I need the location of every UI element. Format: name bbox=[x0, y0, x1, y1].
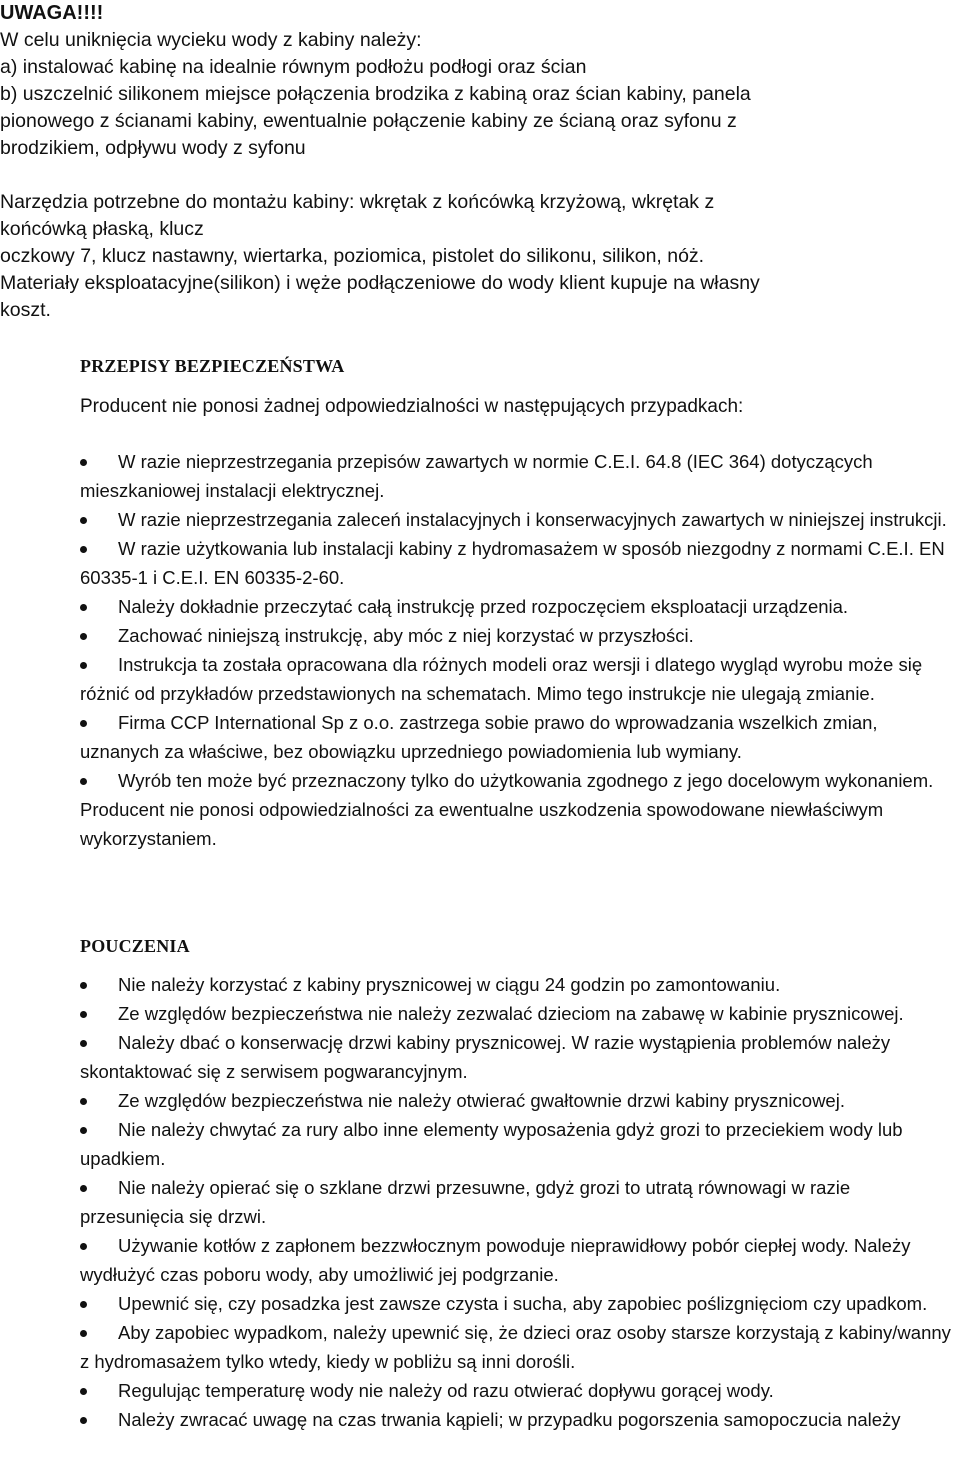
warning-line: b) uszczelnić silikonem miejsce połączenia brodzika z kabiną oraz ścian kabiny, panela bbox=[0, 83, 751, 105]
bullet-icon bbox=[80, 1127, 87, 1134]
bullet-icon bbox=[80, 459, 87, 466]
tools-line: Materiały eksploatacyjne(silikon) i węże podłączeniowe do wody klient kupuje na własny bbox=[0, 272, 760, 294]
list-item: Aby zapobiec wypadkom, należy upewnić się, że dzieci oraz osoby starsze korzystają z kabiny/wanny z hydromasażem tylko wtedy, kiedy w pobliżu są inni dorośli. bbox=[80, 1322, 951, 1372]
bullet-icon bbox=[80, 1243, 87, 1250]
list-item: W razie użytkowania lub instalacji kabiny z hydromasażem w sposób niezgodny z normami C.E.I. EN 60335-1 i C.E.I. EN 60335-2-60. bbox=[80, 538, 945, 588]
list-item: Zachować niniejszą instrukcję, aby móc z niej korzystać w przyszłości. bbox=[80, 621, 955, 650]
safety-intro: Producent nie ponosi żadnej odpowiedzialności w następujących przypadkach: bbox=[80, 396, 744, 417]
list-item: Ze względów bezpieczeństwa nie należy otwierać gwałtownie drzwi kabiny prysznicowej. bbox=[80, 1086, 955, 1115]
list-item: Firma CCP International Sp z o.o. zastrzega sobie prawo do wprowadzania wszelkich zmian, uznanych za właściwe, bez obowiązku uprzedniego powiadomienia lub wymiany. bbox=[80, 712, 878, 762]
warning-title: UWAGA!!!! bbox=[0, 2, 104, 24]
bullet-icon bbox=[80, 1301, 87, 1308]
safety-heading: PRZEPISY BEZPIECZEŃSTWA bbox=[80, 356, 345, 376]
list-item: Należy zwracać uwagę na czas trwania kąpieli; w przypadku pogorszenia samopoczucia należy bbox=[80, 1405, 955, 1434]
list-item: Należy dokładnie przeczytać całą instrukcję przed rozpoczęciem eksploatacji urządzenia. bbox=[80, 592, 955, 621]
warning-block bbox=[0, 0, 940, 162]
notes-heading: POUCZENIA bbox=[80, 936, 190, 956]
tools-line: oczkowy 7, klucz nastawny, wiertarka, poziomica, pistolet do silikonu, silikon, nóż. bbox=[0, 245, 705, 267]
notes-list bbox=[80, 970, 955, 1434]
bullet-icon bbox=[80, 662, 87, 669]
bullet-icon bbox=[80, 517, 87, 524]
bullet-icon bbox=[80, 720, 87, 727]
bullet-icon bbox=[80, 1417, 87, 1424]
list-item: Ze względów bezpieczeństwa nie należy zezwalać dzieciom na zabawę w kabinie prysznicowej. bbox=[80, 999, 955, 1028]
bullet-icon bbox=[80, 1011, 87, 1018]
bullet-icon bbox=[80, 1388, 87, 1395]
tools-line: końcówką płaską, klucz bbox=[0, 218, 204, 240]
bullet-icon bbox=[80, 604, 87, 611]
list-item: Upewnić się, czy posadzka jest zawsze czysta i sucha, aby zapobiec poślizgnięciom czy upadkom. bbox=[80, 1289, 955, 1318]
bullet-icon bbox=[80, 1098, 87, 1105]
bullet-icon bbox=[80, 546, 87, 553]
tools-line: Narzędzia potrzebne do montażu kabiny: wkrętak z końcówką krzyżową, wkrętak z bbox=[0, 191, 715, 213]
safety-list bbox=[80, 447, 955, 853]
warning-line: brodzikiem, odpływu wody z syfonu bbox=[0, 137, 306, 159]
bullet-icon bbox=[80, 982, 87, 989]
list-item: Nie należy korzystać z kabiny prysznicowej w ciągu 24 godzin po zamontowaniu. bbox=[80, 970, 955, 999]
list-item: W razie nieprzestrzegania zaleceń instalacyjnych i konserwacyjnych zawartych w niniejszej instrukcji. bbox=[80, 505, 955, 534]
bullet-icon bbox=[80, 633, 87, 640]
list-item: W razie nieprzestrzegania przepisów zawartych w normie C.E.I. 64.8 (IEC 364) dotyczących mieszkaniowej instalacji elektrycznej. bbox=[80, 451, 873, 501]
tools-block bbox=[0, 189, 940, 324]
bullet-icon bbox=[80, 1330, 87, 1337]
bullet-icon bbox=[80, 1040, 87, 1047]
list-item: Nie należy chwytać za rury albo inne elementy wyposażenia gdyż grozi to przeciekiem wody lub upadkiem. bbox=[80, 1119, 903, 1169]
bullet-icon bbox=[80, 1185, 87, 1192]
bullet-icon bbox=[80, 778, 87, 785]
list-item: Używanie kotłów z zapłonem bezzwłocznym powoduje nieprawidłowy pobór ciepłej wody. Należy wydłużyć czas poboru wody, aby umożliwić jej podgrzanie. bbox=[80, 1235, 911, 1285]
list-item: Nie należy opierać się o szklane drzwi przesuwne, gdyż grozi to utratą równowagi w razie przesunięcia się drzwi. bbox=[80, 1177, 851, 1227]
tools-line: koszt. bbox=[0, 299, 51, 321]
warning-line: pionowego z ścianami kabiny, ewentualnie połączenie kabiny ze ścianą oraz syfonu z bbox=[0, 110, 737, 132]
warning-line: a) instalować kabinę na idealnie równym podłożu podłogi oraz ścian bbox=[0, 56, 587, 78]
list-item: Regulując temperaturę wody nie należy od razu otwierać dopływu gorącej wody. bbox=[80, 1376, 955, 1405]
list-item: Instrukcja ta została opracowana dla różnych modeli oraz wersji i dlatego wygląd wyrobu może się różnić od przykładów przedstawionych na schematach. Mimo tego instrukcje nie ulegają zmianie. bbox=[80, 654, 923, 704]
list-item: Należy dbać o konserwację drzwi kabiny prysznicowej. W razie wystąpienia problemów należy skontaktować się z serwisem pogwarancyjnym. bbox=[80, 1032, 891, 1082]
list-item: Wyrób ten może być przeznaczony tylko do użytkowania zgodnego z jego docelowym wykonaniem. Producent nie ponosi odpowiedzialności za ewentualne uszkodzenia spowodowane niewłaściwym wykorzystaniem. bbox=[80, 770, 934, 849]
warning-line: W celu uniknięcia wycieku wody z kabiny należy: bbox=[0, 29, 422, 51]
